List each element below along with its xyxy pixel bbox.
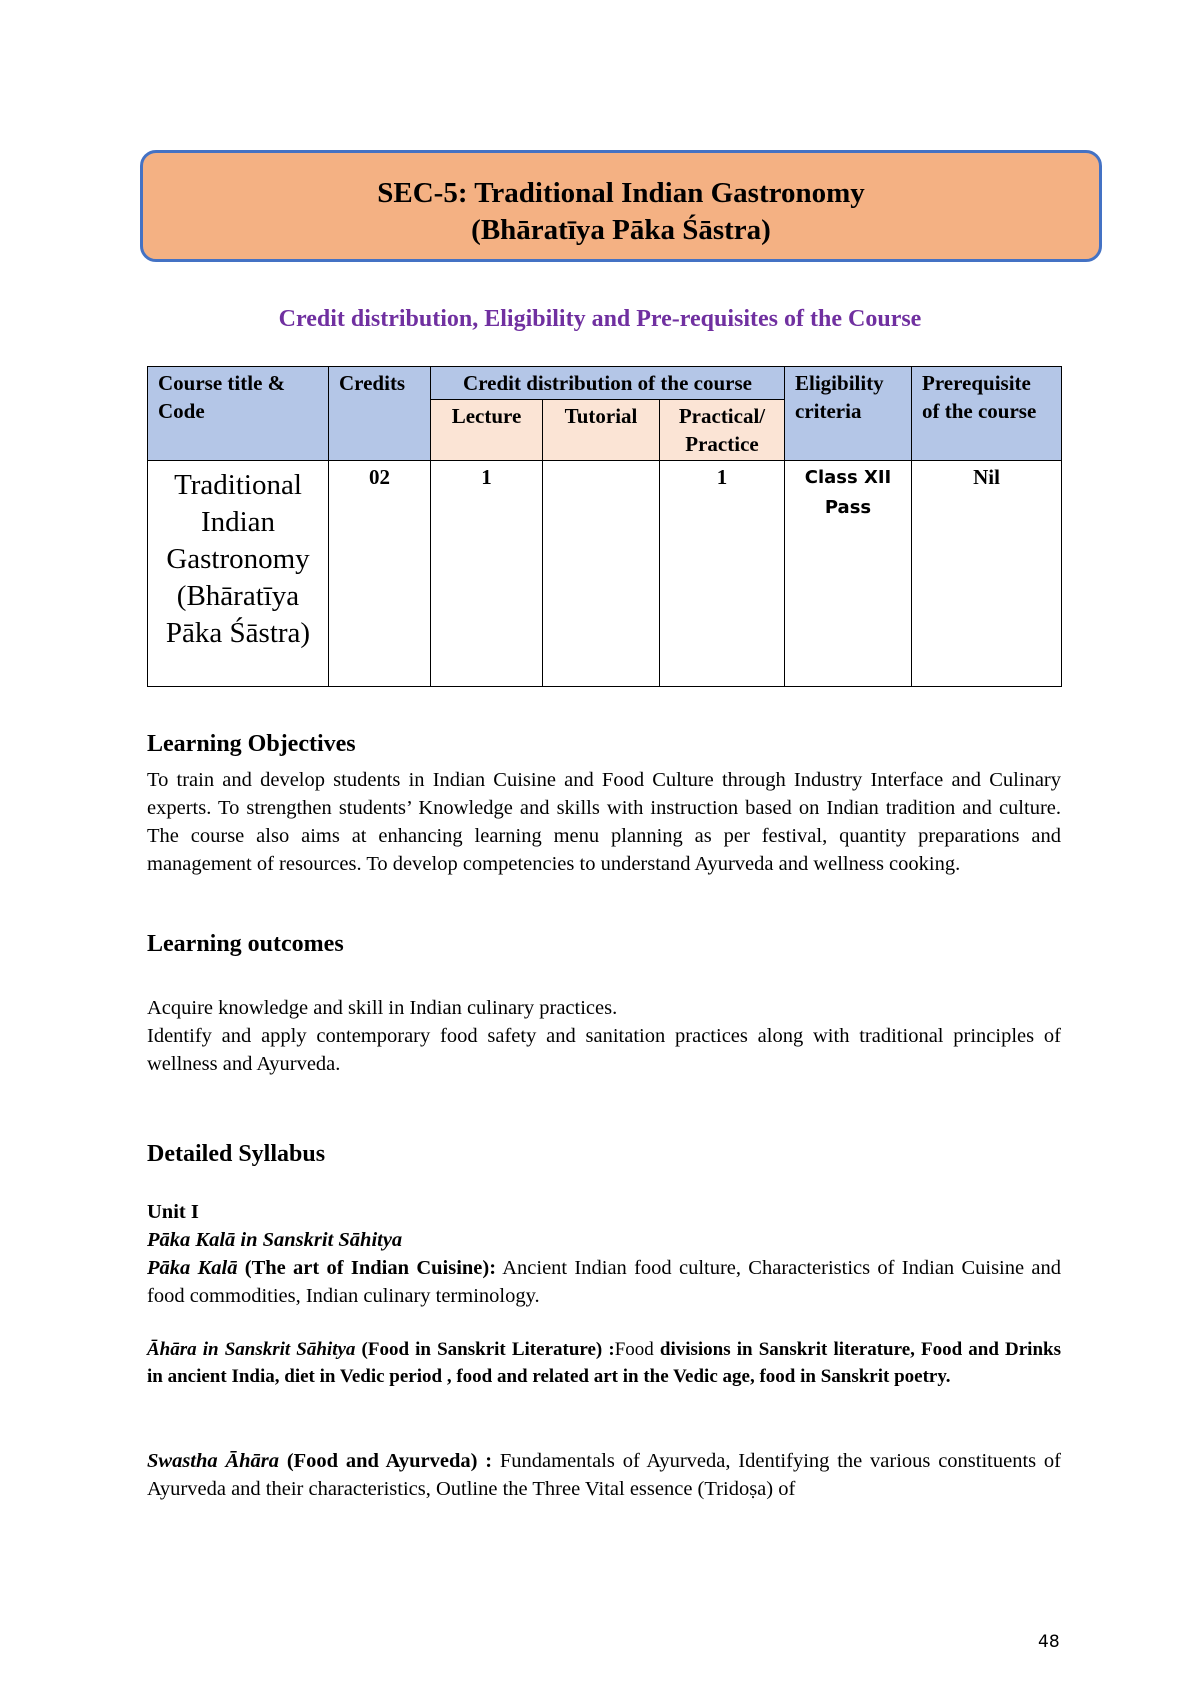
header-course-title: Course title & Code — [148, 367, 329, 461]
header-lecture: Lecture — [431, 400, 543, 461]
course-title: SEC-5: Traditional Indian Gastronomy — [377, 177, 865, 209]
learning-objectives-heading: Learning Objectives — [147, 731, 356, 757]
header-eligibility: Eligibility criteria — [785, 367, 912, 461]
cell-prerequisite: Nil — [912, 461, 1062, 687]
unit-label: Unit I — [147, 1201, 199, 1223]
unit-paragraph-2: Āhāra in Sanskrit Sāhitya (Food in Sanskrit Literature) :Food divisions in Sanskrit literature, Food and Drinks in ancient India, diet in Vedic period , food and related art in the Vedic age, food in Sanskrit poetry. — [147, 1339, 1061, 1387]
credit-subheading: Credit distribution, Eligibility and Pre-requisites of the Course — [278, 306, 922, 332]
learning-objectives-text: To train and develop students in Indian Cuisine and Food Culture through Industry Interface and Culinary experts. To strengthen students’ Knowledge and skills with instruction based on Indian tradition and culture. The course also aims at enhancing learning menu planning as per festival, quantity preparations and management of resources. To develop competencies to understand Ayurveda and wellness cooking. — [147, 769, 1061, 875]
course-title-sanskrit: (Bhāratīya Pāka Śāstra) — [471, 214, 771, 246]
course-title-banner — [140, 150, 1102, 262]
outcome-item: Acquire knowledge and skill in Indian culinary practices. — [147, 997, 618, 1019]
header-credits: Credits — [329, 367, 431, 461]
unit-paragraph-3: Swastha Āhāra (Food and Ayurveda) : Fundamentals of Ayurveda, Identifying the various constituents of Ayurveda and their characteristics, Outline the Three Vital essence (Tridoṣa) of — [147, 1450, 1062, 1500]
learning-outcomes-list — [147, 994, 1061, 1078]
header-credit-distribution: Credit distribution of the course — [431, 367, 785, 400]
page-number: 48 — [1038, 1632, 1060, 1652]
credit-table — [147, 366, 1062, 687]
unit-title: Pāka Kalā in Sanskrit Sāhitya — [147, 1229, 403, 1251]
outcome-item: Identify and apply contemporary food safety and sanitation practices along with traditional principles of wellness and Ayurveda. — [147, 1025, 1061, 1075]
header-prerequisite: Prerequisite of the course — [912, 367, 1062, 461]
cell-practical: 1 — [660, 461, 785, 687]
header-practical: Practical/ Practice — [660, 400, 785, 461]
cell-eligibility: Class XII Pass — [785, 461, 912, 687]
learning-outcomes-heading: Learning outcomes — [147, 931, 344, 957]
syllabus-heading: Detailed Syllabus — [147, 1141, 326, 1167]
cell-credits: 02 — [329, 461, 431, 687]
header-tutorial: Tutorial — [543, 400, 660, 461]
cell-course-name: Traditional Indian Gastronomy (Bhāratīya Pāka Śāstra) — [148, 461, 329, 687]
cell-lecture: 1 — [431, 461, 543, 687]
cell-tutorial — [543, 461, 660, 687]
unit-header — [147, 1198, 1061, 1310]
unit-paragraph-1: Pāka Kalā (The art of Indian Cuisine): Ancient Indian food culture, Characteristics of Indian Cuisine and food commodities, Indian culinary terminology. — [147, 1257, 1062, 1307]
